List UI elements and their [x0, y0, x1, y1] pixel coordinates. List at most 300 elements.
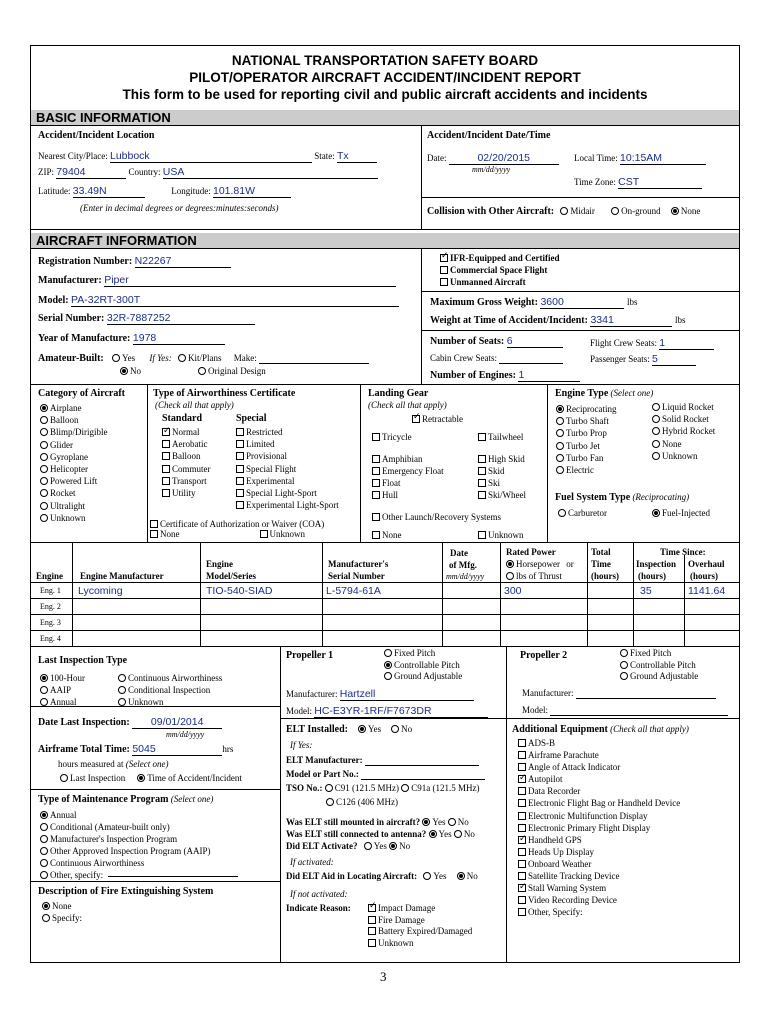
date-field[interactable]: 02/20/2015 [449, 152, 559, 165]
th-model-1: Engine [206, 559, 234, 569]
equipment-electronic-flight-bag-or-handheld-device-checkbox[interactable] [518, 799, 526, 807]
amphibian-checkbox[interactable] [372, 455, 380, 463]
engine-type-label: Solid Rocket [662, 414, 709, 425]
prop2-fixed-radio[interactable] [620, 649, 628, 657]
standard-label: Commuter [172, 463, 211, 474]
maintenance-other-approved-inspection-program-aaip-radio[interactable] [40, 847, 48, 855]
category-label: Balloon [50, 415, 79, 426]
standard-item-commuter [162, 463, 211, 475]
standard-commuter-checkbox[interactable] [162, 465, 170, 473]
category-item-powered-lift [40, 475, 108, 487]
activate-no-radio[interactable] [389, 842, 397, 850]
eng-row-label: Eng. 2 [40, 602, 61, 611]
zip-field[interactable]: 79404 [56, 166, 126, 179]
insp-100hr-radio[interactable] [40, 674, 48, 682]
location-heading: Accident/Incident Location [38, 130, 155, 141]
landing-gear-note: (Check all that apply) [368, 400, 447, 410]
equipment-onboard-weather-checkbox[interactable] [518, 860, 526, 868]
maintenance-other-field[interactable] [108, 868, 238, 877]
engine-type-liquid-rocket-radio[interactable] [652, 403, 660, 411]
original-design-radio[interactable] [198, 367, 206, 375]
standard-utility-checkbox[interactable] [162, 489, 170, 497]
category-ultralight-radio[interactable] [40, 502, 48, 510]
equipment-list [518, 737, 680, 918]
commercial-space-checkbox[interactable] [440, 266, 448, 274]
maintenance-label: Annual [50, 810, 77, 820]
standard-transport-checkbox[interactable] [162, 477, 170, 485]
last-inspection-date-field[interactable]: 09/01/2014 [132, 716, 222, 729]
engine-type-label: Turbo Prop [566, 428, 607, 439]
airframe-time-field[interactable]: 5045 [132, 743, 222, 756]
eng-row-label: Eng. 4 [40, 634, 61, 643]
special-item-experimental [236, 475, 339, 487]
engine-type-item-solid-rocket [652, 413, 715, 425]
category-unknown-radio[interactable] [40, 514, 48, 522]
tailwheel-row: Tailwheel [478, 432, 523, 442]
elt-reason-battery-expired-damaged-checkbox[interactable] [368, 927, 376, 935]
prop1-manufacturer-field[interactable]: Hartzell [340, 688, 474, 701]
connected-yes-radio[interactable] [429, 830, 437, 838]
engine-type-item-none [652, 438, 715, 450]
equipment-data-recorder-checkbox[interactable] [518, 787, 526, 795]
equipment-stall-warning-system-checkbox[interactable] [518, 884, 526, 892]
skid-row: Skid [478, 466, 505, 476]
equipment-handheld-gps-checkbox[interactable] [518, 836, 526, 844]
elt-reason-unknown-checkbox[interactable] [368, 939, 376, 947]
special-item-experimental-light-sport [236, 499, 339, 511]
local-time-field[interactable]: 10:15AM [620, 152, 706, 165]
equipment-item-angle-of-attack-indicator [518, 761, 680, 773]
elt-model-field[interactable] [361, 769, 485, 780]
amateur-row: Amateur-Built: Yes If Yes: Kit/Plans Make: [38, 353, 369, 364]
insp-unknown-radio[interactable] [118, 698, 126, 706]
collision-none-radio[interactable] [671, 207, 679, 215]
fuel-injected-row: Fuel-Injected [652, 508, 710, 518]
fuel-system-heading-row: Fuel System Type (Reciprocating) [555, 492, 690, 503]
elt-c126-row: C126 (406 MHz) [326, 797, 398, 807]
engine-type-item-hybrid-rocket [652, 425, 715, 437]
ski-checkbox[interactable] [478, 479, 486, 487]
engine-type-solid-rocket-radio[interactable] [652, 415, 660, 423]
date-row: Date: 02/20/2015 [427, 152, 559, 165]
elt-yes-radio[interactable] [358, 725, 366, 733]
equipment-heads-up-display-checkbox[interactable] [518, 848, 526, 856]
inspection-date-format: mm/dd/yyyy [166, 730, 205, 739]
special-item-limited [236, 438, 339, 450]
form-subtitle: This form to be used for reporting civil and public aircraft accidents and incidents [122, 87, 648, 102]
mounted-no-radio[interactable] [448, 818, 456, 826]
passenger-row: Passenger Seats: 5 [590, 353, 696, 366]
tso-c126-radio[interactable] [326, 798, 334, 806]
standard-label: Aerobatic [172, 439, 208, 450]
equipment-label: Other, Specify: [528, 907, 583, 918]
maintenance-manufacturer-s-inspection-program-radio[interactable] [40, 835, 48, 843]
form-report-title: PILOT/OPERATOR AIRCRAFT ACCIDENT/INCIDENT REPORT [189, 70, 581, 85]
prop2-ground-radio[interactable] [620, 672, 628, 680]
prop1-controllable-radio[interactable] [384, 661, 392, 669]
engine-type-turbo-shaft-radio[interactable] [556, 417, 564, 425]
coa-checkbox[interactable] [150, 520, 158, 528]
engine-type-turbo-prop-radio[interactable] [556, 429, 564, 437]
elt-reason-impact-damage-checkbox[interactable] [368, 904, 376, 912]
engines-row: Number of Engines: 1 [430, 369, 580, 382]
model-row: Model: PA-32RT-300T [38, 294, 399, 307]
equipment-label: Onboard Weather [528, 858, 592, 869]
connected-no-radio[interactable] [454, 830, 462, 838]
category-heading: Category of Aircraft [38, 388, 126, 399]
hull-checkbox[interactable] [372, 491, 380, 499]
engine-type-electric-radio[interactable] [556, 466, 564, 474]
ski-wheel-checkbox[interactable] [478, 491, 486, 499]
elt-aid-row: Did ELT Aid in Locating Aircraft: Yes No [286, 871, 478, 881]
equipment-airframe-parachute-checkbox[interactable] [518, 751, 526, 759]
date-last-inspection-row: Date Last Inspection: 09/01/2014 [38, 716, 222, 729]
category-powered-lift-radio[interactable] [40, 477, 48, 485]
collision-midair-radio[interactable] [560, 207, 568, 215]
state-field[interactable]: Tx [337, 150, 377, 163]
flight-crew-row: Flight Crew Seats: 1 [590, 337, 714, 350]
section-aircraft-information: AIRCRAFT INFORMATION [31, 233, 739, 248]
engine-type-turbo-fan-radio[interactable] [556, 454, 564, 462]
engine-type-unknown-radio[interactable] [652, 452, 660, 460]
maintenance-label: Conditional (Amateur-built only) [50, 822, 170, 832]
equipment-angle-of-attack-indicator-checkbox[interactable] [518, 763, 526, 771]
equipment-ads-b-checkbox[interactable] [518, 739, 526, 747]
category-glider-radio[interactable] [40, 441, 48, 449]
year-field[interactable]: 1978 [133, 332, 225, 345]
equipment-label: Data Recorder [528, 786, 581, 797]
tricycle-checkbox[interactable] [372, 433, 380, 441]
time-of-accident-radio[interactable] [137, 774, 145, 782]
standard-item-transport [162, 475, 211, 487]
eng1-manufacturer[interactable]: Lycoming [78, 585, 123, 597]
engine-type-none-radio[interactable] [652, 440, 660, 448]
elt-reason-fire-damage-checkbox[interactable] [368, 916, 376, 924]
eng1-inspection-hours[interactable]: 35 [640, 585, 652, 597]
carburetor-radio[interactable] [558, 509, 566, 517]
make-field[interactable] [259, 353, 369, 364]
high-skid-checkbox[interactable] [478, 455, 486, 463]
prop2-mfr-row: Manufacturer: [522, 688, 716, 699]
thrust-radio[interactable] [506, 572, 514, 580]
elt-reason-label: Battery Expired/Damaged [378, 926, 473, 937]
standard-list [162, 426, 211, 499]
inspection-type-heading: Last Inspection Type [38, 655, 128, 666]
tricycle-row: Tricycle [372, 432, 412, 442]
tso-c91a-radio[interactable] [401, 784, 409, 792]
elt-reason-item-unknown [368, 938, 472, 950]
fire-options: None Specify: [42, 900, 82, 924]
special-label: Experimental Light-Sport [246, 500, 339, 511]
timezone-row: Time Zone: CST [574, 176, 702, 189]
ski-row: Ski [478, 478, 500, 488]
equipment-item-heads-up-display [518, 846, 680, 858]
collision-onground-radio[interactable] [611, 207, 619, 215]
fire-heading: Description of Fire Extinguishing System [38, 886, 214, 897]
prop2-manufacturer-field[interactable] [576, 688, 716, 699]
retractable-checkbox[interactable] [412, 415, 420, 423]
th-insp-2: (hours) [638, 571, 667, 581]
equipment-video-recording-device-checkbox[interactable] [518, 896, 526, 904]
weight-acc-field[interactable]: 3341 [590, 314, 672, 327]
category-item-ultralight [40, 500, 108, 512]
eng1-overhaul-hours[interactable]: 1141.64 [688, 585, 726, 597]
category-gyroplane-radio[interactable] [40, 453, 48, 461]
other-launch-checkbox[interactable] [372, 513, 380, 521]
category-rocket-radio[interactable] [40, 489, 48, 497]
standard-item-balloon [162, 450, 211, 462]
elt-model-row: Model or Part No.: [286, 769, 485, 780]
elt-no-radio[interactable] [391, 725, 399, 733]
equipment-item-handheld-gps [518, 834, 680, 846]
standard-aerobatic-checkbox[interactable] [162, 440, 170, 448]
aid-yes-radio[interactable] [423, 872, 431, 880]
equipment-label: Electronic Flight Bag or Handheld Device [528, 798, 681, 809]
engine-type-label: Liquid Rocket [662, 402, 714, 412]
standard-label: Transport [172, 475, 207, 486]
th-thrust-row: lbs of Thrust [506, 571, 562, 581]
prop2-controllable-radio[interactable] [620, 661, 628, 669]
prop2-model-field[interactable] [550, 705, 728, 716]
category-helicopter-radio[interactable] [40, 465, 48, 473]
category-label: Helicopter [50, 464, 88, 475]
ifr-checkbox[interactable] [440, 254, 448, 262]
engine-type-item-unknown [652, 450, 715, 462]
elt-if-yes: If Yes: [290, 740, 313, 750]
other-launch-row: Other Launch/Recovery Systems [372, 512, 501, 522]
lg-none-checkbox[interactable] [372, 531, 380, 539]
longitude-field[interactable]: 101.81W [213, 185, 291, 198]
special-experimental-light-sport-checkbox[interactable] [236, 501, 244, 509]
equipment-label: Angle of Attack Indicator [528, 762, 621, 773]
elt-mounted-row: Was ELT still mounted in aircraft? Yes No [286, 817, 469, 827]
manufacturer-field[interactable]: Piper [104, 274, 396, 287]
maintenance-annual-radio[interactable] [40, 811, 48, 819]
special-label: Provisional [246, 451, 288, 462]
max-gross-row: Maximum Gross Weight: 3600 lbs [430, 296, 638, 308]
maintenance-label: Other Approved Inspection Program (AAIP) [50, 846, 211, 856]
skid-checkbox[interactable] [478, 467, 486, 475]
inspection-left-options: 100-Hour AAIP Annual [40, 672, 85, 708]
equipment-item-video-recording-device [518, 894, 680, 906]
category-item-airplane [40, 402, 108, 414]
th-date-1: Date [450, 548, 468, 558]
horsepower-radio[interactable] [506, 560, 514, 568]
special-label: Restricted [246, 427, 283, 437]
equipment-other-specify-checkbox[interactable] [518, 908, 526, 916]
model-field[interactable]: PA-32RT-300T [71, 294, 399, 307]
date-format-hint: mm/dd/yyyy [472, 165, 511, 174]
fire-none-radio[interactable] [42, 902, 50, 910]
standard-item-utility [162, 487, 211, 499]
equipment-electronic-multifunction-display-checkbox[interactable] [518, 812, 526, 820]
registration-field[interactable]: N22267 [135, 255, 231, 268]
maintenance-item-manufacturer-s-inspection-program [40, 833, 210, 845]
maintenance-other-specify-radio[interactable] [40, 871, 48, 879]
aw-none-unknown-row: None Unknown [150, 529, 305, 539]
engine-type-reciprocating-radio[interactable] [556, 405, 564, 413]
kit-plans-radio[interactable] [178, 354, 186, 362]
engine-type-item-turbo-fan [556, 452, 616, 464]
standard-balloon-checkbox[interactable] [162, 452, 170, 460]
tso-c91-radio[interactable] [325, 784, 333, 792]
th-total-3: (hours) [591, 571, 620, 581]
eng1-model[interactable]: TIO-540-SIAD [206, 585, 273, 597]
max-gross-field[interactable]: 3600 [540, 296, 624, 309]
elt-activate-row: Did ELT Activate? Yes No [286, 841, 411, 851]
special-limited-checkbox[interactable] [236, 440, 244, 448]
passenger-field[interactable]: 5 [652, 353, 696, 366]
category-blimp-dirigible-radio[interactable] [40, 428, 48, 436]
standard-normal-checkbox[interactable] [162, 428, 170, 436]
th-engine-mfr: Engine Manufacturer [80, 571, 164, 581]
mounted-yes-radio[interactable] [422, 818, 430, 826]
insp-annual-radio[interactable] [40, 698, 48, 706]
space-row: Commercial Space Flight [440, 265, 547, 275]
equipment-item-other-specify [518, 906, 680, 918]
maintenance-conditional-amateur-built-only-radio[interactable] [40, 823, 48, 831]
fire-specify-radio[interactable] [42, 914, 50, 922]
seats-field[interactable]: 6 [507, 335, 563, 348]
unmanned-checkbox[interactable] [440, 278, 448, 286]
engine-type-item-reciprocating [556, 403, 616, 415]
flight-crew-field[interactable]: 1 [659, 337, 714, 350]
tailwheel-checkbox[interactable] [478, 433, 486, 441]
aw-unknown-checkbox[interactable] [260, 530, 268, 538]
th-model-2: Model/Series [206, 571, 256, 581]
equipment-item-satellite-tracking-device [518, 870, 680, 882]
emergency-float-checkbox[interactable] [372, 467, 380, 475]
propeller1-options: Fixed Pitch Controllable Pitch Ground Adjustable [384, 648, 462, 683]
city-field[interactable]: Lubbock [110, 150, 312, 163]
engine-type-item-liquid-rocket [652, 401, 715, 413]
elt-connected-row: Was ELT still connected to antenna? Yes No [286, 829, 475, 839]
float-checkbox[interactable] [372, 479, 380, 487]
insp-conditional-radio[interactable] [118, 686, 126, 694]
engines-field[interactable]: 1 [518, 369, 580, 382]
ifr-row: ✓IFR-Equipped and Certified [440, 253, 560, 263]
engine-type-turbo-jet-radio[interactable] [556, 442, 564, 450]
orig-design-row: Original Design [198, 366, 266, 376]
elt-manufacturer-field[interactable] [365, 755, 479, 766]
insp-aaip-radio[interactable] [40, 686, 48, 694]
lat-lon-row: Latitude: 33.49N Longitude: 101.81W [38, 185, 291, 198]
eng1-power[interactable]: 300 [504, 585, 522, 597]
country-field[interactable]: USA [163, 166, 378, 179]
special-special-light-sport-checkbox[interactable] [236, 489, 244, 497]
amateur-yes-radio[interactable] [112, 354, 120, 362]
eng-row-label: Eng. 1 [40, 586, 61, 595]
th-since: Time Since: [660, 547, 706, 557]
th-ovh-2: (hours) [690, 571, 719, 581]
seats-row: Number of Seats: 6 [430, 335, 563, 348]
form-agency-title: NATIONAL TRANSPORTATION SAFETY BOARD [231, 53, 539, 68]
fuel-injected-radio[interactable] [652, 509, 660, 517]
category-list [40, 402, 108, 524]
timezone-field[interactable]: CST [618, 176, 702, 189]
maintenance-item-conditional-amateur-built-only [40, 821, 210, 833]
category-item-balloon [40, 414, 108, 426]
prop1-fixed-radio[interactable] [384, 649, 392, 657]
serial-field[interactable]: 32R-7887252 [107, 312, 255, 325]
th-date-3: mm/dd/yyyy [446, 572, 485, 581]
equipment-autopilot-checkbox[interactable] [518, 775, 526, 783]
activate-yes-radio[interactable] [364, 842, 372, 850]
equipment-item-electronic-primary-flight-display [518, 822, 680, 834]
special-experimental-checkbox[interactable] [236, 477, 244, 485]
category-label: Gyroplane [50, 451, 88, 462]
equipment-item-onboard-weather [518, 858, 680, 870]
prop1-ground-radio[interactable] [384, 672, 392, 680]
standard-label: Balloon [172, 451, 201, 462]
registration-row: Registration Number: N22267 [38, 255, 231, 268]
amateur-no-radio[interactable] [120, 367, 128, 375]
latitude-field[interactable]: 33.49N [73, 185, 145, 198]
th-total-1: Total [591, 547, 611, 557]
maintenance-label: Manufacturer's Inspection Program [50, 834, 178, 844]
propeller1-heading: Propeller 1 [286, 650, 334, 661]
special-provisional-checkbox[interactable] [236, 452, 244, 460]
prop1-model-field[interactable]: HC-E3YR-1RF/F7673DR [314, 705, 488, 718]
category-label: Rocket [50, 488, 76, 499]
elt-reason-item-fire-damage [368, 915, 472, 927]
equipment-label: Satellite Tracking Device [528, 871, 620, 882]
page-number: 3 [380, 969, 387, 984]
th-serial-2: Serial Number [328, 571, 385, 581]
measured-options: Last Inspection Time of Accident/Incident [60, 773, 242, 783]
special-label: Limited [246, 439, 275, 450]
elt-if-activated: If activated: [290, 857, 334, 867]
insp-continuous-radio[interactable] [118, 674, 126, 682]
section-basic-information: BASIC INFORMATION [31, 110, 739, 125]
category-balloon-radio[interactable] [40, 416, 48, 424]
special-special-flight-checkbox[interactable] [236, 465, 244, 473]
cabin-crew-field[interactable] [499, 353, 563, 364]
maintenance-continuous-airworthiness-radio[interactable] [40, 859, 48, 867]
aid-no-radio[interactable] [457, 872, 465, 880]
category-label: Glider [50, 439, 73, 450]
special-label: Special Light-Sport [246, 488, 317, 499]
engine-type-label: Turbo Fan [566, 452, 604, 463]
equipment-item-airframe-parachute [518, 749, 680, 761]
coa-row: Certificate of Authorization or Waiver (COA) [150, 519, 324, 529]
equipment-item-stall-warning-system [518, 882, 680, 894]
equipment-label: Stall Warning System [528, 883, 607, 894]
lg-unknown-checkbox[interactable] [478, 531, 486, 539]
last-inspection-radio[interactable] [60, 774, 68, 782]
retractable-row: ✓Retractable [412, 414, 463, 424]
engine-type-hybrid-rocket-radio[interactable] [652, 427, 660, 435]
equipment-label: Video Recording Device [528, 895, 617, 906]
aw-none-checkbox[interactable] [150, 530, 158, 538]
equipment-satellite-tracking-device-checkbox[interactable] [518, 872, 526, 880]
elt-reason-label: Indicate Reason: [286, 903, 351, 913]
equipment-label: Electronic Multifunction Display [528, 810, 648, 821]
airworthiness-note: (Check all that apply) [155, 400, 234, 410]
special-restricted-checkbox[interactable] [236, 428, 244, 436]
city-field-label: Nearest City/Place: Lubbock State: Tx [38, 150, 377, 163]
equipment-electronic-primary-flight-display-checkbox[interactable] [518, 824, 526, 832]
th-serial-1: Manufacturer's [328, 559, 389, 569]
eng1-serial[interactable]: L-5794-61A [326, 585, 381, 597]
engine-type-label: None [662, 438, 682, 449]
measured-at-row: hours measured at (Select one) [58, 759, 169, 769]
airframe-time-row: Airframe Total Time: 5045 hrs [38, 743, 234, 755]
lg-unknown-row: Unknown [478, 530, 524, 540]
special-item-special-light-sport [236, 487, 339, 499]
category-airplane-radio[interactable] [40, 404, 48, 412]
weight-acc-row: Weight at Time of Accident/Incident: 3341 lbs [430, 314, 686, 326]
